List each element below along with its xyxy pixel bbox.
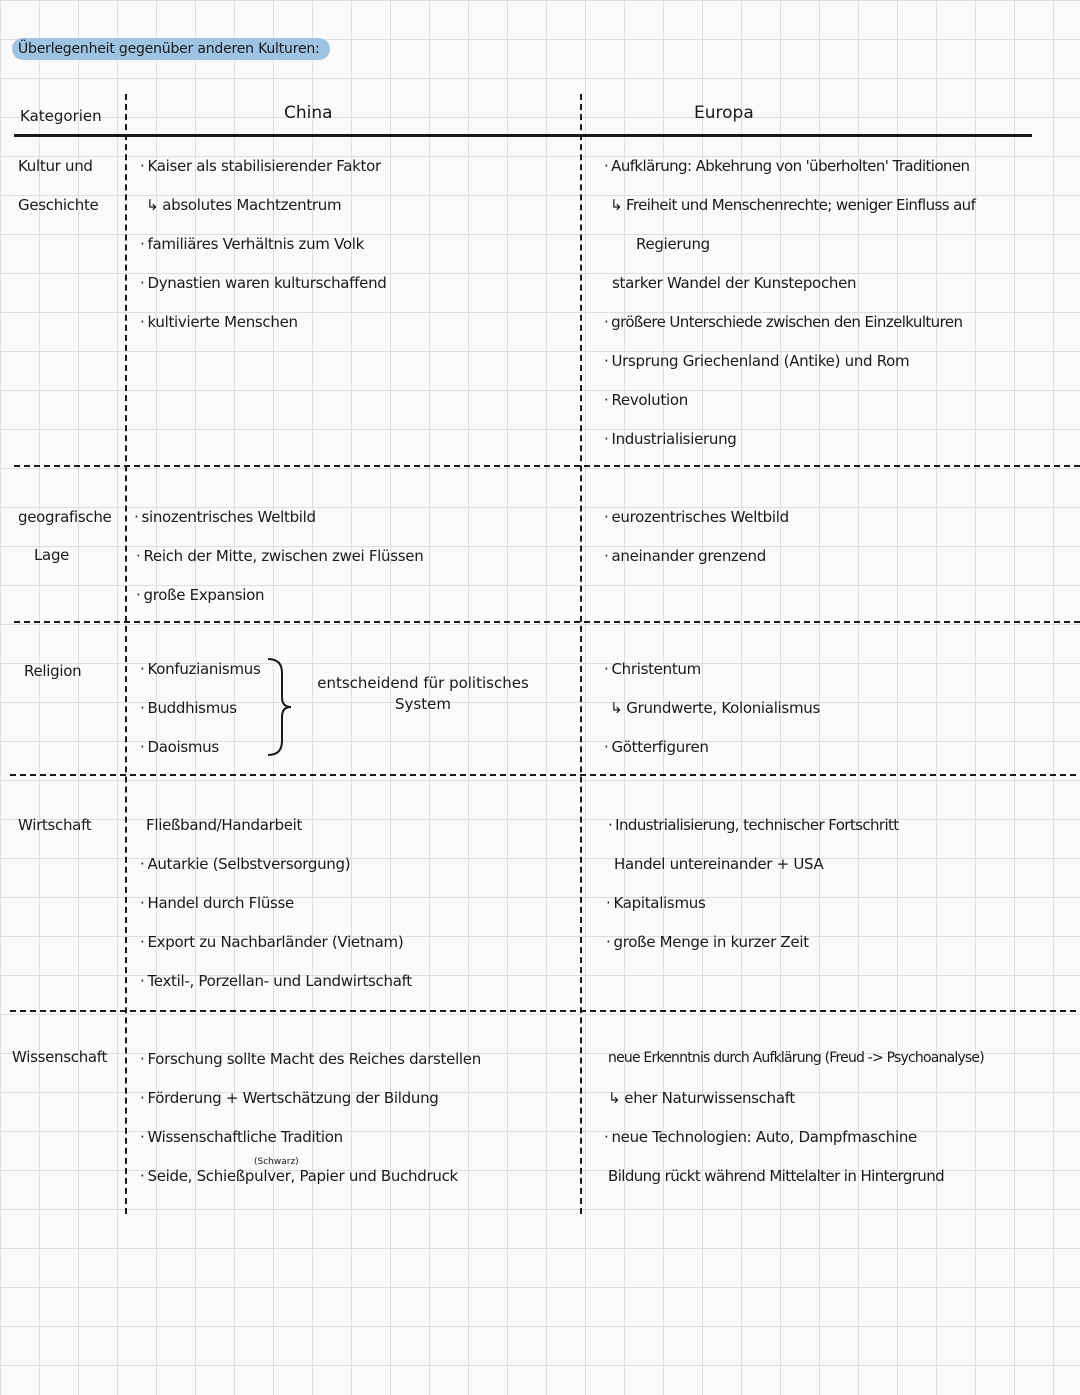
row-divider xyxy=(10,1010,1076,1012)
europa-religion-item: · Christentum xyxy=(604,660,701,678)
china-wissenschaft-item: · Wissenschaftliche Tradition xyxy=(140,1128,343,1146)
arrow-return-icon: ↳ xyxy=(608,1089,621,1107)
europa-kultur-item: · Industrialisierung xyxy=(604,430,737,448)
china-kultur-item: · Dynastien waren kulturschaffend xyxy=(140,274,387,292)
religion-brace-note xyxy=(298,673,548,715)
europa-wirtschaft-item: · große Menge in kurzer Zeit xyxy=(606,933,809,951)
europa-kultur-item: · Ursprung Griechenland (Antike) und Rom xyxy=(604,352,909,370)
header-underline xyxy=(14,134,1032,137)
brace-note-line1: entscheidend für politisches xyxy=(317,674,529,692)
europa-wirtschaft-item: · Industrialisierung, technischer Fortschritt xyxy=(608,816,899,834)
europa-wirtschaft-item: Handel untereinander + USA xyxy=(614,855,824,873)
header-europa: Europa xyxy=(694,103,754,123)
category-religion: Religion xyxy=(24,662,82,680)
schwarz-note: (Schwarz) xyxy=(254,1157,299,1167)
europa-wissenschaft-item: · neue Technologien: Auto, Dampfmaschine xyxy=(604,1128,917,1146)
china-lage-item: · sinozentrisches Weltbild xyxy=(134,508,316,526)
arrow-return-icon: ↳ xyxy=(146,196,159,214)
category-lage-line1: geografische xyxy=(18,508,112,526)
europa-kultur-item: starker Wandel der Kunstepochen xyxy=(612,274,857,292)
europa-wissenschaft-item: Bildung rückt während Mittelalter in Hintergrund xyxy=(608,1167,945,1185)
category-kultur-line2: Geschichte xyxy=(18,196,99,214)
europa-religion-item xyxy=(610,699,820,717)
china-wissenschaft-item: · Förderung + Wertschätzung der Bildung xyxy=(140,1089,439,1107)
europa-religion-subitem: Grundwerte, Kolonialismus xyxy=(626,699,820,717)
china-wirtschaft-item: · Autarkie (Selbstversorgung) xyxy=(140,855,350,873)
header-categories: Kategorien xyxy=(20,107,102,125)
europa-wissenschaft-subitem: eher Naturwissenschaft xyxy=(624,1089,796,1107)
curly-brace-icon xyxy=(264,657,294,757)
category-kultur-line1: Kultur und xyxy=(18,157,93,175)
column-divider-right xyxy=(580,94,582,1214)
china-lage-item: · Reich der Mitte, zwischen zwei Flüssen xyxy=(136,547,423,565)
arrow-return-icon: ↳ xyxy=(610,699,623,717)
row-divider xyxy=(14,465,1080,467)
brace-note-line2: System xyxy=(395,695,451,713)
header-china: China xyxy=(284,103,333,123)
europa-kultur-item: · Revolution xyxy=(604,391,688,409)
china-religion-item: · Buddhismus xyxy=(140,699,237,717)
china-wissenschaft-item: · Seide, Schießpulver, Papier und Buchdruck xyxy=(140,1167,458,1185)
china-wirtschaft-item: · Export zu Nachbarländer (Vietnam) xyxy=(140,933,403,951)
column-divider-left xyxy=(125,94,127,1214)
china-kultur-subitem: absolutes Machtzentrum xyxy=(162,196,342,214)
china-religion-item: · Konfuzianismus xyxy=(140,660,261,678)
china-wirtschaft-item: Fließband/Handarbeit xyxy=(146,816,303,834)
category-wirtschaft: Wirtschaft xyxy=(18,816,92,834)
europa-wirtschaft-item: · Kapitalismus xyxy=(606,894,705,912)
page-title: Überlegenheit gegenüber anderen Kulturen: xyxy=(12,38,330,60)
china-wissenschaft-item: · Forschung sollte Macht des Reiches darstellen xyxy=(140,1050,481,1068)
europa-kultur-subitem: Freiheit und Menschenrechte; weniger Einfluss auf xyxy=(625,196,976,214)
china-lage-item: · große Expansion xyxy=(136,586,264,604)
china-kultur-item: · Kaiser als stabilisierender Faktor xyxy=(140,157,381,175)
europa-lage-item: · eurozentrisches Weltbild xyxy=(604,508,789,526)
row-divider xyxy=(10,774,1076,776)
category-lage-line2: Lage xyxy=(34,546,70,564)
europa-wissenschaft-item xyxy=(608,1089,795,1107)
china-kultur-item: · familiäres Verhältnis zum Volk xyxy=(140,235,364,253)
china-religion-item: · Daoismus xyxy=(140,738,219,756)
category-wissenschaft: Wissenschaft xyxy=(12,1048,108,1066)
china-kultur-item xyxy=(146,196,341,214)
europa-wissenschaft-item: neue Erkenntnis durch Aufklärung (Freud -> Psychoanalyse) xyxy=(608,1050,984,1066)
europa-religion-item: · Götterfiguren xyxy=(604,738,709,756)
europa-kultur-item xyxy=(610,196,975,214)
europa-kultur-item: Regierung xyxy=(636,235,710,253)
china-wirtschaft-item: · Textil-, Porzellan- und Landwirtschaft xyxy=(140,972,412,990)
europa-lage-item: · aneinander grenzend xyxy=(604,547,766,565)
china-wirtschaft-item: · Handel durch Flüsse xyxy=(140,894,294,912)
europa-kultur-item: · größere Unterschiede zwischen den Einzelkulturen xyxy=(604,313,962,331)
arrow-return-icon: ↳ xyxy=(610,196,622,214)
europa-kultur-item: · Aufklärung: Abkehrung von 'überholten' Traditionen xyxy=(604,157,969,175)
china-kultur-item: · kultivierte Menschen xyxy=(140,313,298,331)
row-divider xyxy=(14,621,1080,623)
